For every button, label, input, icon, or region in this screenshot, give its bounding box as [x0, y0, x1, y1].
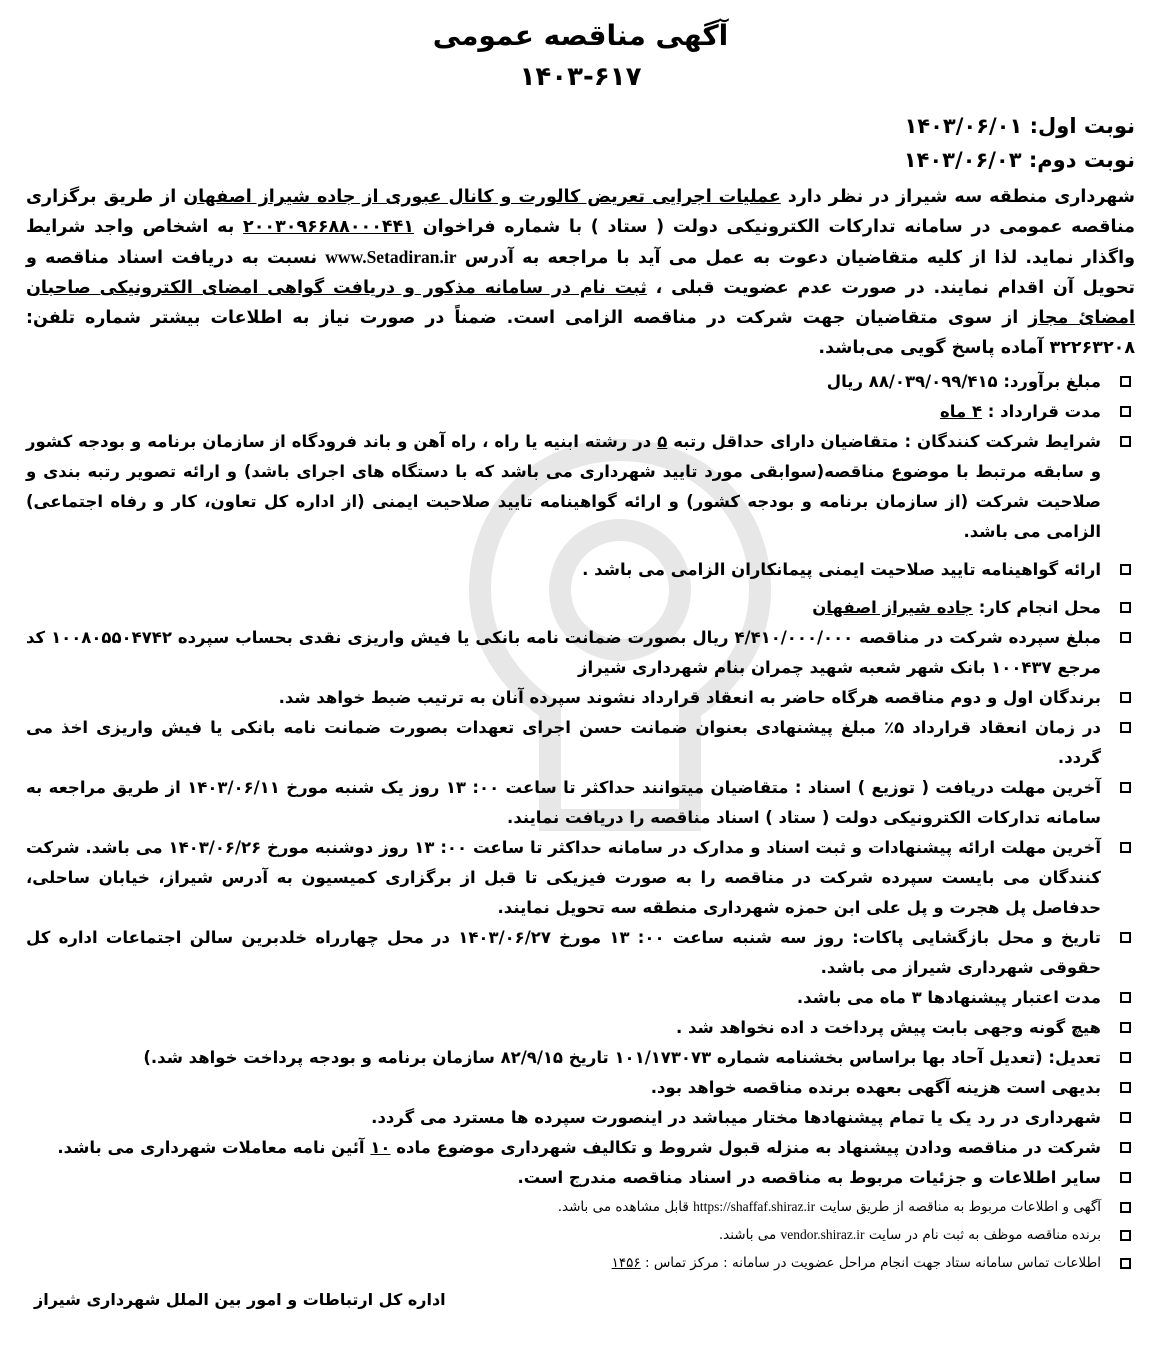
intro-text-4: نسبت به دریافت اسناد مناقصه و تحویل آن اقدام نمایند. در صورت عدم عضویت قبلی ، [26, 248, 1136, 298]
second-round [26, 144, 1135, 176]
checkbox-bullet-icon [1120, 436, 1131, 447]
validity-text: مدت اعتبار پیشنهادها ۳ ماه می باشد. [796, 988, 1101, 1007]
checkbox-bullet-icon [1120, 1142, 1131, 1153]
adjustment-text: تعدیل: (تعدیل آحاد بها براساس بخشنامه شماره ۱۰۱/۱۷۳۰۷۳ تاریخ ۸۲/۹/۱۵ سازمان برنامه و بودجه پرداخت خواهد شد.) [143, 1048, 1101, 1067]
checkbox-bullet-icon [1120, 842, 1131, 853]
list-item-winners [26, 683, 1135, 713]
checkbox-bullet-icon [1120, 376, 1131, 387]
shaffaf-link[interactable]: https://shaffaf.shiraz.ir [693, 1199, 816, 1214]
checkbox-bullet-icon [1120, 406, 1131, 417]
project-title: عملیات اجرایی تعریض کالورت و کانال عبوری از جاده شیراز اصفهان [183, 187, 781, 207]
footer-issuer: اداره کل ارتباطات و امور بین الملل شهرداری شیراز [34, 1290, 446, 1309]
first-round-label: نوبت اول: [1029, 114, 1135, 138]
list-item-acceptance [26, 1133, 1135, 1163]
checkbox-bullet-icon [1120, 782, 1131, 793]
vendor-text-2: می باشند. [718, 1227, 777, 1243]
list-item-deposit [26, 623, 1135, 683]
deposit-text: مبلغ سپرده شرکت در مناقصه ۴/۴۱۰/۰۰۰/۰۰۰ ریال بصورت ضمانت نامه بانکی یا فیش واریزی نقدی بحساب سپرده ۱۰۰۸۰۵۵۰۴۷۴۲ کد مرجع ۱۰۰۴۳۷ بانک شهر شعبه شهید چمران بنام شهرداری شیراز [26, 628, 1101, 677]
list-item-prepayment [26, 1013, 1135, 1043]
checkbox-bullet-icon [1120, 1082, 1131, 1093]
conditions-list [26, 367, 1135, 1277]
intro-text-1: شهرداری منطقه سه شیراز در نظر دارد [787, 187, 1136, 207]
location-value: جاده شیراز اصفهان [812, 598, 973, 617]
list-item-duration [26, 397, 1135, 427]
first-round-date: ۱۴۰۳/۰۶/۰۱ [904, 114, 1023, 138]
list-item-validity [26, 983, 1135, 1013]
eligibility-text-1: شرایط شرکت کنندگان : متقاضیان دارای حداقل رتبه [673, 432, 1101, 451]
contact-phone: ۳۲۲۶۳۲۰۸ [1049, 338, 1135, 358]
shaffaf-text-1: آگهی و اطلاعات مربوط به مناقصه از طریق سایت [819, 1199, 1101, 1215]
guarantee-text: در زمان انعقاد قرارداد ۵٪ مبلغ پیشنهادی بعنوان ضمانت حسن اجرای تعهدات بصورت ضمانت نامه بانکی یا فیش واریزی اخذ می گردد. [26, 718, 1101, 767]
call-number: ۲۰۰۳۰۹۶۶۸۸۰۰۰۴۴۱ [243, 217, 414, 237]
checkbox-bullet-icon [1120, 692, 1131, 703]
tender-code: ۱۴۰۳-۶۱۷ [519, 62, 642, 92]
intro-paragraph [26, 182, 1135, 363]
checkbox-bullet-icon [1120, 1230, 1131, 1241]
rejection-text: شهرداری در رد یک یا تمام پیشنهادها مختار میباشد در اینصورت سپرده ها مسترد می گردد. [371, 1108, 1101, 1127]
checkbox-bullet-icon [1120, 1202, 1131, 1213]
checkbox-bullet-icon [1120, 632, 1131, 643]
checkbox-bullet-icon [1120, 992, 1131, 1003]
list-item-doc-deadline [26, 773, 1135, 833]
checkbox-bullet-icon [1120, 722, 1131, 733]
duration-label: مدت قرارداد : [987, 402, 1101, 421]
intro-text-3: به اشخاص واجد شرایط واگذار نماید. لذا از کلیه متقاضیان دعوت به عمل می آید با مراجعه به آدرس [26, 217, 1135, 268]
checkbox-bullet-icon [1120, 564, 1131, 575]
list-item-eligibility [26, 427, 1135, 547]
checkbox-bullet-icon [1120, 1258, 1131, 1269]
winners-text: برندگان اول و دوم مناقصه هرگاه حاضر به انعقاد قرارداد نشوند سپرده آنان به ترتیب ضبط خواهد شد. [278, 688, 1101, 707]
list-item-shaffaf-site [26, 1193, 1135, 1221]
list-item-estimate [26, 367, 1135, 397]
list-item-guarantee [26, 713, 1135, 773]
checkbox-bullet-icon [1120, 1112, 1131, 1123]
vendor-text-1: برنده مناقصه موظف به ثبت نام در سایت [868, 1227, 1101, 1243]
list-item-location [26, 593, 1135, 623]
second-round-label: نوبت دوم: [1028, 148, 1135, 172]
setad-contact-text: اطلاعات تماس سامانه ستاد جهت انجام مراحل عضویت در سامانه : مرکز تماس : [644, 1255, 1101, 1271]
duration-value: ۴ ماه [940, 402, 983, 421]
min-grade: ۵ [657, 432, 668, 451]
checkbox-bullet-icon [1120, 1172, 1131, 1183]
intro-text-2: از طریق برگزاری مناقصه عمومی در سامانه تدارکات الکترونیکی دولت ( ستاد ) با شماره فراخوان [26, 187, 1136, 237]
second-round-date: ۱۴۰۳/۰۶/۰۳ [903, 148, 1022, 172]
list-item-rejection [26, 1103, 1135, 1133]
list-item-safety [26, 555, 1135, 585]
list-item-setad-contact [26, 1249, 1135, 1277]
intro-text-6: آماده پاسخ گویی می‌باشد. [818, 338, 1044, 358]
checkbox-bullet-icon [1120, 932, 1131, 943]
checkbox-bullet-icon [1120, 602, 1131, 613]
bid-deadline-text: آخرین مهلت ارائه پیشنهادات و ثبت اسناد و مدارک در سامانه حداکثر تا ساعت ۰۰: ۱۳ روز دوشنبه مورخ ۱۴۰۳/۰۶/۲۶ می باشد. شرکت کنندگان می بایست سپرده شرکت در مناقصه را به صورت فیزیکی تا قبل از برگزاری کمیسیون به آدرس شیراز، خیابان ساحلی، حدفاصل پل هجرت و پل علی ابن حمزه شهرداری منطقه سه تحویل نمایند. [26, 838, 1101, 917]
acceptance-text-1: شرکت در مناقصه ودادن پیشنهاد به منزله قبول شروط و تکالیف شهرداری موضوع ماده [396, 1138, 1101, 1157]
checkbox-bullet-icon [1120, 1052, 1131, 1063]
setad-contact-number: ۱۴۵۶ [611, 1255, 641, 1271]
opening-text: تاریخ و محل بازگشایی پاکات: روز سه شنبه ساعت ۰۰: ۱۳ مورخ ۱۴۰۳/۰۶/۲۷ در محل چهارراه خلدبرین سالن اجتماعات اداره کل حقوقی شهرداری شیراز می باشد. [26, 928, 1101, 977]
list-item-vendor-site [26, 1221, 1135, 1249]
location-label: محل انجام کار: [978, 598, 1101, 617]
vendor-link[interactable]: vendor.shiraz.ir [780, 1227, 865, 1242]
eligibility-text-2: در رشته ابنیه یا راه ، راه آهن و باند فرودگاه از سازمان برنامه و بودجه کشور و سابقه مرتبط با موضوع مناقصه(سوابقی مورد تایید شهرداری می باشد که با دستگاه های اجرای باشد) و ارائه تصویر رتبه بندی و صلاحیت شرکت (از سازمان برنامه و بودجه کشور) و ارائه گواهینامه تایید صلاحیت ایمنی (از اداره کل تعاون، کار و رفاه اجتماعی) الزامی می باشد. [26, 432, 1101, 541]
ad-cost-text: بدیهی است هزینه آگهی بعهده برنده مناقصه خواهد بود. [650, 1078, 1101, 1097]
list-item-other-info [26, 1163, 1135, 1193]
estimate-text: مبلغ برآورد: ۸۸/۰۳۹/۰۹۹/۴۱۵ ریال [826, 372, 1101, 391]
prepayment-text: هیچ گونه وجهی بابت پیش پرداخت د اده نخواهد شد . [675, 1018, 1101, 1037]
setadiran-link[interactable]: www.Setadiran.ir [325, 247, 457, 267]
list-item-adjustment [26, 1043, 1135, 1073]
list-item-ad-cost [26, 1073, 1135, 1103]
list-item-opening [26, 923, 1135, 983]
other-info-text: سایر اطلاعات و جزئیات مربوط به مناقصه در اسناد مناقصه مندرج است. [517, 1168, 1101, 1187]
registration-requirement: ثبت نام در سامانه مذکور و دریافت گواهی امضای الکترونیکی صاحبان امضائ مجاز [26, 278, 1136, 328]
first-round [26, 110, 1135, 142]
intro-text-5: از سوی متقاضیان جهت شرکت در مناقصه الزامی است. ضمناً در صورت نیاز به اطلاعات بیشتر شماره تلفن: [26, 308, 1019, 328]
doc-deadline-text: آخرین مهلت دریافت ( توزیع ) اسناد : متقاضیان میتوانند حداکثر تا ساعت ۰۰: ۱۳ روز یک شنبه مورخ ۱۴۰۳/۰۶/۱۱ از طریق مراجعه به سامانه تدارکات الکترونیکی دولت ( ستاد ) اسناد مناقصه را دریافت نمایند. [26, 778, 1101, 827]
notice-title: آگهی مناقصه عمومی [432, 19, 729, 52]
shaffaf-text-2: قابل مشاهده می باشد. [557, 1199, 689, 1215]
acceptance-text-2: آئین نامه معاملات شهرداری می باشد. [57, 1138, 365, 1157]
checkbox-bullet-icon [1120, 1022, 1131, 1033]
article-number: ۱۰ [370, 1138, 391, 1157]
list-item-bid-deadline [26, 833, 1135, 923]
safety-text: ارائه گواهینامه تایید صلاحیت ایمنی پیمانکاران الزامی می باشد . [582, 560, 1101, 579]
